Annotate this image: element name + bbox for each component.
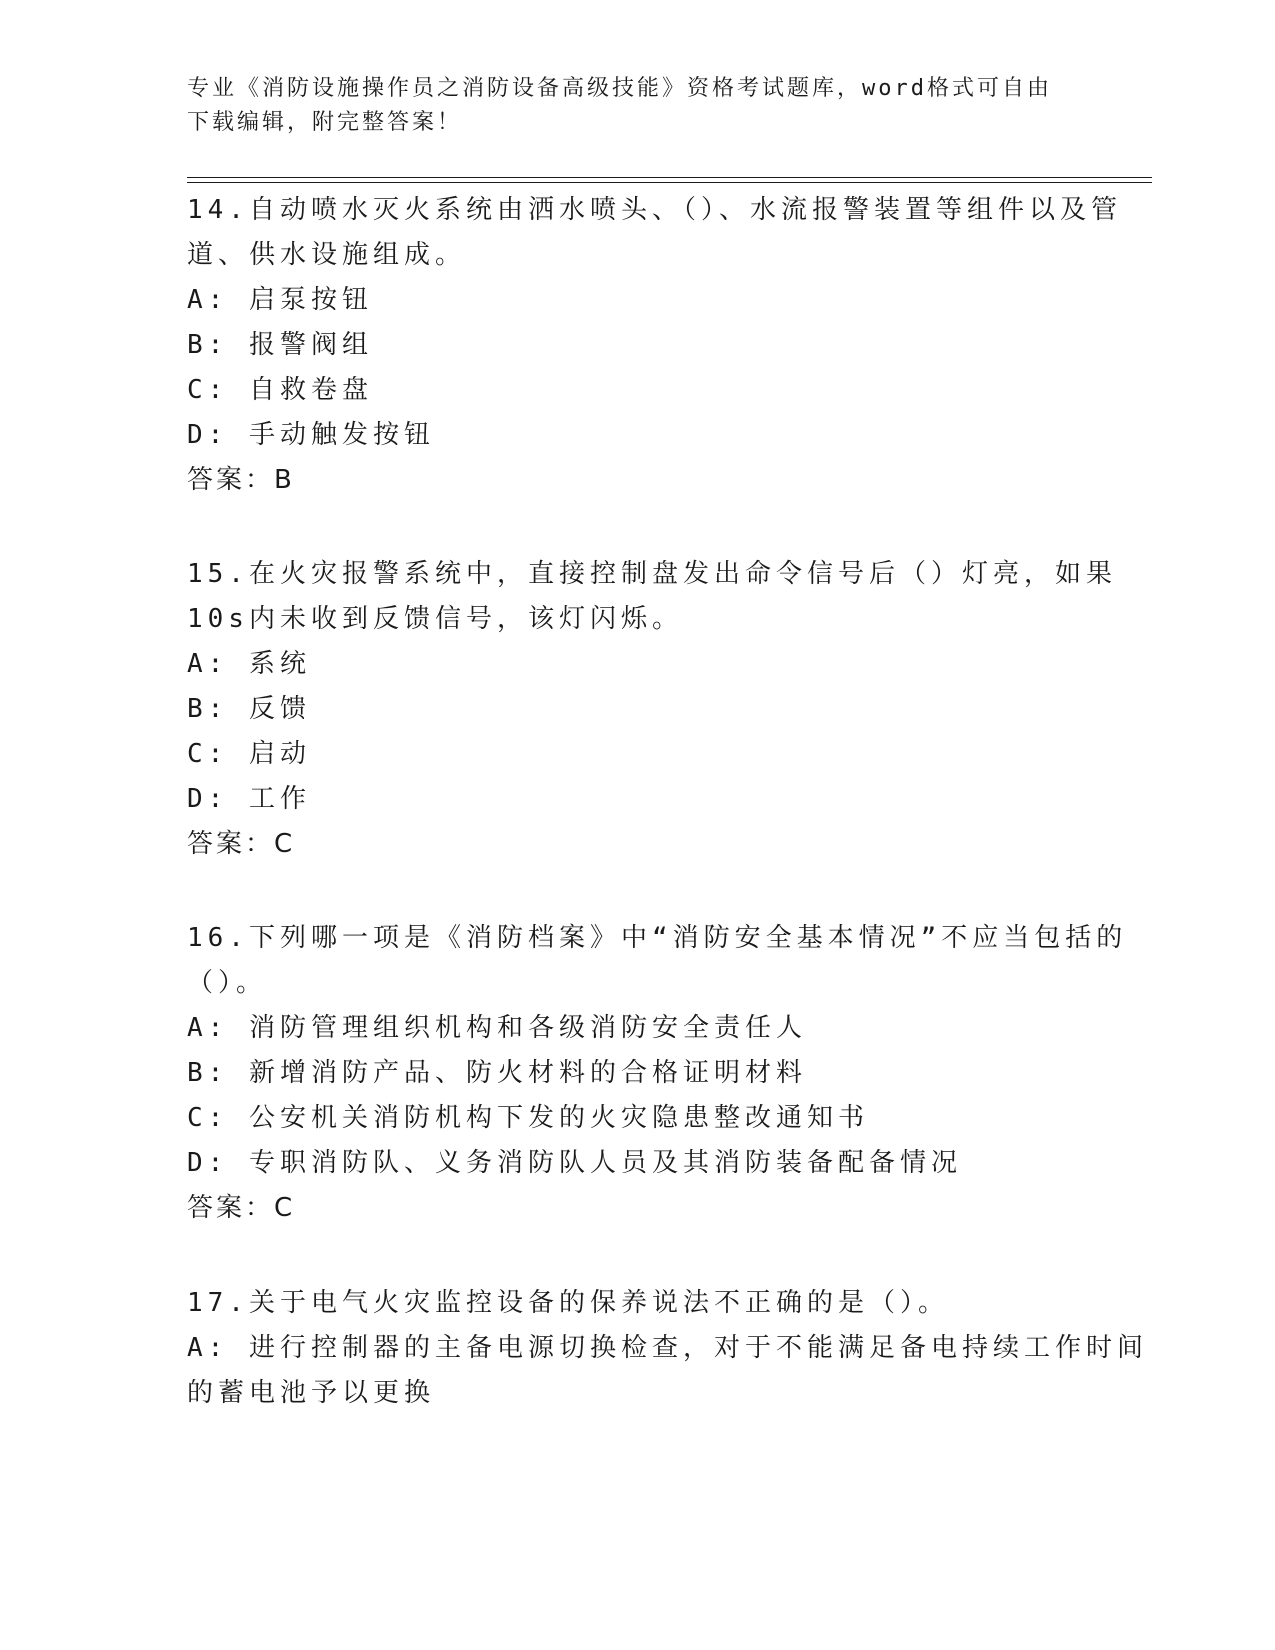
question-14 — [187, 188, 1122, 503]
option-a: A: 系统 — [187, 649, 311, 679]
option-d: D: 工作 — [187, 784, 311, 814]
option-a: A: 进行控制器的主备电源切换检查，对于不能满足备电持续工作时间 — [187, 1333, 1148, 1363]
question-17 — [187, 1281, 1148, 1416]
answer-line: 答案：B — [187, 465, 295, 495]
option-a: A: 启泵按钮 — [187, 285, 373, 315]
question-text-line: （）。 — [187, 968, 268, 998]
header-rule-bottom — [187, 182, 1152, 183]
answer-line: 答案：C — [187, 1193, 296, 1223]
option-d: D: 手动触发按钮 — [187, 420, 435, 450]
answer-line: 答案：C — [187, 829, 296, 859]
option-c: C: 公安机关消防机构下发的火灾隐患整改通知书 — [187, 1103, 869, 1133]
question-15 — [187, 552, 1117, 867]
option-d: D: 专职消防队、义务消防队人员及其消防装备配备情况 — [187, 1148, 962, 1178]
option-b: B: 报警阀组 — [187, 330, 373, 360]
header-rule-top — [187, 177, 1152, 178]
option-b: B: 新增消防产品、防火材料的合格证明材料 — [187, 1058, 807, 1088]
option-a: A: 消防管理组织机构和各级消防安全责任人 — [187, 1013, 807, 1043]
question-text-line: 14.自动喷水灭火系统由洒水喷头、（）、水流报警装置等组件以及管 — [187, 195, 1122, 225]
option-c: C: 自救卷盘 — [187, 375, 373, 405]
question-16 — [187, 916, 1128, 1231]
question-text-line: 道、供水设施组成。 — [187, 240, 467, 270]
question-text-line: 10s内未收到反馈信号，该灯闪烁。 — [187, 604, 683, 634]
option-a-continued: 的蓄电池予以更换 — [187, 1378, 436, 1408]
question-text-line: 15.在火灾报警系统中，直接控制盘发出命令信号后（）灯亮，如果 — [187, 559, 1117, 589]
option-c: C: 启动 — [187, 739, 311, 769]
question-text-line: 16.下列哪一项是《消防档案》中“消防安全基本情况”不应当包括的 — [187, 923, 1128, 953]
document-header: 专业《消防设施操作员之消防设备高级技能》资格考试题库，word格式可自由下载编辑，附完整答案！ — [187, 76, 1052, 135]
question-text-line: 17.关于电气火灾监控设备的保养说法不正确的是（）。 — [187, 1288, 949, 1318]
option-b: B: 反馈 — [187, 694, 311, 724]
